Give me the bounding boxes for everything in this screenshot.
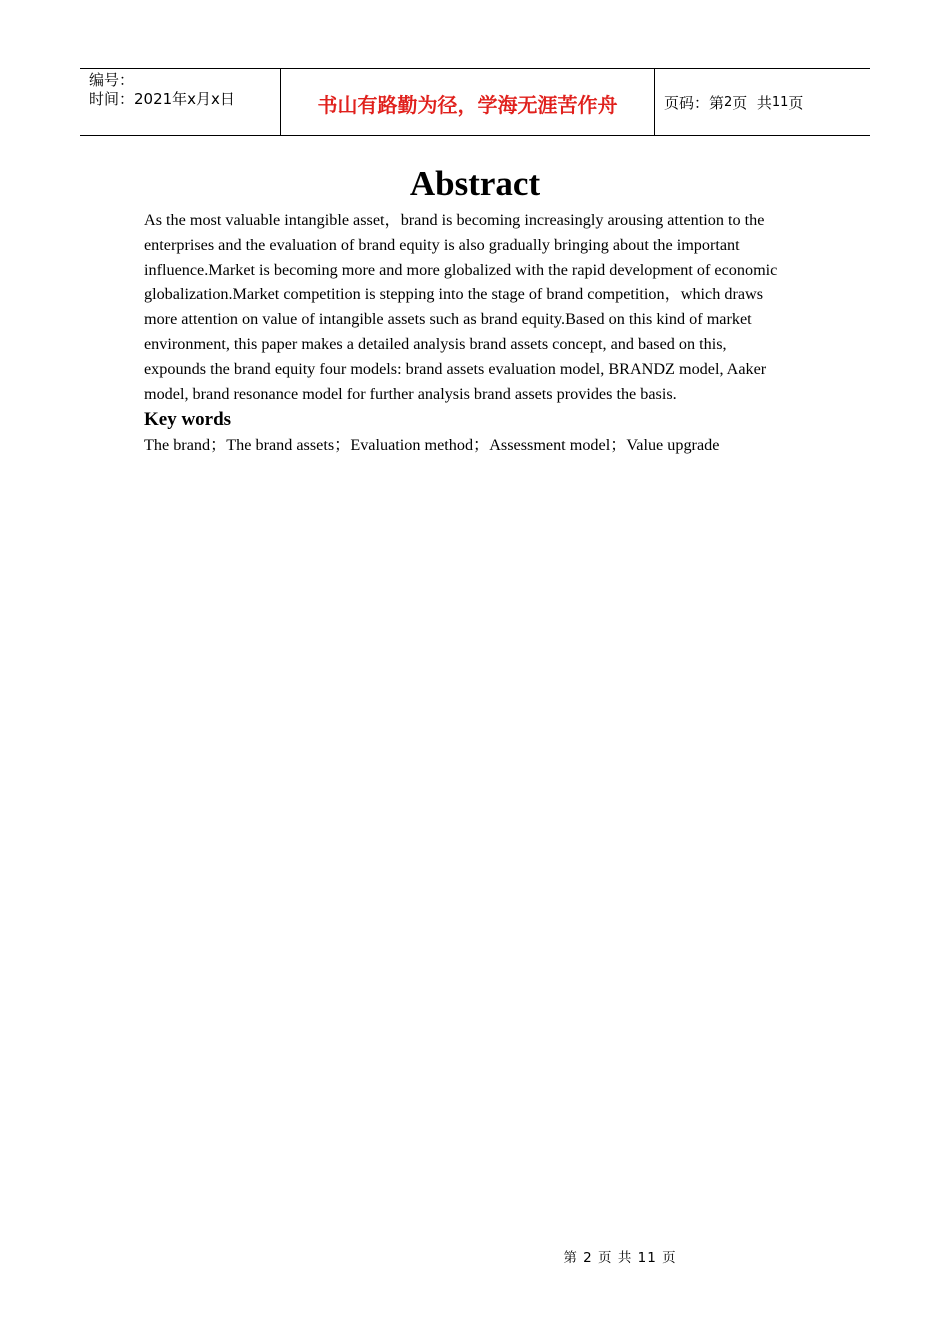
page-header	[80, 68, 870, 136]
header-page-suffix: 页	[788, 93, 804, 112]
header-page-prefix: 页码：第	[664, 93, 725, 112]
abstract-line: globalization.Market competition is stepping into the stage of brand competition，which draws	[144, 285, 764, 304]
abstract-line: influence.Market is becoming more and more globalized with the rapid development of economic	[144, 260, 778, 279]
page-footer: 第 2 页 共 11 页	[563, 1250, 677, 1266]
header-page-total: 11	[771, 94, 789, 110]
document-title: Abstract	[409, 164, 541, 203]
keywords-heading: Key words	[144, 409, 232, 430]
header-motto: 书山有路勤为径，学海无涯苦作舟	[281, 69, 655, 135]
header-page-mid: 页 共	[732, 93, 772, 112]
abstract-line: expounds the brand equity four models: brand assets evaluation model, BRANDZ model, Aaker	[144, 359, 767, 378]
abstract-line: environment, this paper makes a detailed analysis brand assets concept, and based on this,	[144, 334, 727, 353]
keywords-list: The brand；The brand assets；Evaluation method；Assessment model；Value upgrade	[144, 436, 720, 454]
abstract-line: more attention on value of intangible assets such as brand equity.Based on this kind of market	[144, 310, 752, 329]
header-page-number	[655, 69, 870, 135]
header-date-label: 时间：2021年x月x日	[89, 90, 235, 108]
header-number-label: 编号：	[89, 71, 135, 89]
header-meta-cell	[80, 69, 281, 135]
abstract-line: model, brand resonance model for further analysis brand assets provides the basis.	[144, 384, 677, 403]
header-page-current: 2	[724, 94, 733, 110]
abstract-line: As the most valuable intangible asset，brand is becoming increasingly arousing attention to the	[144, 211, 765, 229]
abstract-paragraph	[144, 208, 814, 406]
abstract-line: enterprises and the evaluation of brand equity is also gradually bringing about the important	[144, 235, 740, 254]
